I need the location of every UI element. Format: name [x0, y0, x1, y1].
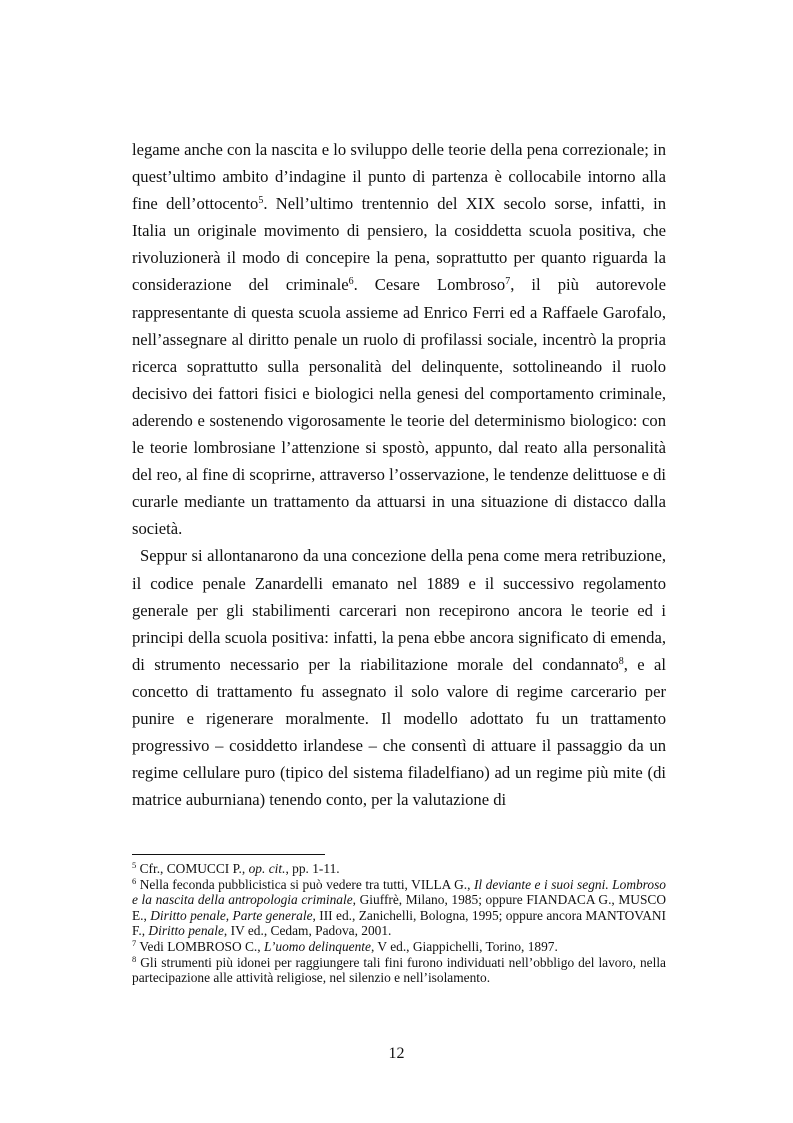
footnote-number: 5: [132, 860, 137, 870]
paragraph-1-text: legame anche con la nascita e lo sviluppo delle teorie della pena correzionale; in quest’ultimo ambito d’indagine il punto di partenza è collocabile intorno alla fine dell’ottocento: [132, 140, 666, 214]
footnote-text: , V ed., Giappichelli, Torino, 1897.: [370, 938, 558, 954]
footnote-text: Cfr., COMUCCI P.,: [136, 861, 249, 876]
page-number: 12: [388, 1045, 405, 1062]
footnote-citation-title: op. cit.: [248, 861, 286, 876]
footnote-citation-title: Il deviante e i suoi segni. Lombroso e la nascita della antropologia criminale: [132, 876, 666, 908]
footnote-number: 8: [132, 953, 137, 964]
paragraph-2-text: , e al concetto di trattamento fu assegnato il solo valore di regime carcerario per punire e rigenerare moralmente. Il modello adottato fu un trattamento progressivo – cosiddetto irlandese – che consentì di attuare il passaggio da un regime cellulare puro (tipico del sistema filadelfiano) ad un regime più mite (di matrice auburniana) tenendo conto, per la valutazione di: [132, 654, 666, 810]
footnote-8: [132, 955, 666, 986]
footnote-6: [132, 877, 666, 939]
footnote-citation-title: Diritto penale: [148, 923, 224, 939]
footnote-text: , III ed., Zanichelli, Bologna, 1995; oppure ancora MANTOVANI F.,: [132, 907, 666, 939]
footnote-text: , IV ed., Cedam, Padova, 2001.: [223, 923, 392, 939]
footnote-text: Gli strumenti più idonei per raggiungere tali fini furono individuati nell’obbligo del lavoro, nella partecipazione alle attività religiose, nel silenzio e nell’isolamento.: [132, 954, 666, 986]
footnote-text: Vedi LOMBROSO C.,: [136, 938, 264, 954]
footnote-7: [132, 939, 666, 955]
paragraph-1: [132, 136, 666, 542]
footnote-ref-6: 6: [348, 276, 354, 288]
paragraph-2-text: Seppur si allontanarono da una concezione della pena come mera retribuzione, il codice penale Zanardelli emanato nel 1889 e il successivo regolamento generale per gli stabilimenti carcerari non recepirono ancora le teorie ed i principi della scuola positiva: infatti, la pena ebbe ancora significato di emenda, di strumento necessario per la riabilitazione morale del condannato: [132, 546, 666, 674]
footnote-text: Nella feconda pubblicistica si può vedere tra tutti, VILLA G.,: [136, 876, 474, 892]
paragraph-1-text: . Cesare Lombroso: [353, 275, 506, 295]
footnote-ref-5: 5: [258, 195, 264, 207]
footnote-5: [132, 861, 666, 877]
footnotes: [132, 861, 666, 986]
footnote-ref-8: 8: [618, 655, 624, 667]
footnote-text: , pp. 1-11.: [285, 861, 340, 876]
paragraph-1-text: . Nell’ultimo trentennio del XIX secolo sorse, infatti, in Italia un originale movimento di pensiero, la cosiddetta scuola positiva, che rivoluzionerà il modo di concepire la pena, soprattutto per quanto riguarda la considerazione del criminale: [132, 194, 666, 295]
footnote-ref-7: 7: [505, 276, 511, 288]
footnote-text: , Giuffrè, Milano, 1985; oppure FIANDACA G., MUSCO E.,: [132, 892, 667, 923]
footnote-citation-title: L’uomo delinquente: [263, 938, 371, 954]
paragraph-1-text: , il più autorevole rappresentante di questa scuola assieme ad Enrico Ferri ed a Raffaele Garofalo, nell’assegnare al diritto penale un ruolo di profilassi sociale, incentrò la propria ricerca soprattutto sulla personalità del delinquente, sottolineando il ruolo decisivo dei fattori fisici e biologici nella genesi del comportamento criminale, aderendo e sostenendo vigorosamente le teorie del determinismo biologico: con le teorie lombrosiane l’attenzione si spostò, appunto, dal reato alla personalità del reo, al fine di scoprirne, attraverso l’osservazione, le tendenze delittuose e di curarle mediante un trattamento da attuarsi in una situazione di distacco dalla società.: [132, 275, 666, 539]
footnote-citation-title: Diritto penale, Parte generale: [150, 907, 313, 923]
body-text: [132, 136, 666, 813]
footnote-separator: [132, 854, 325, 855]
footnote-number: 7: [132, 937, 137, 948]
paragraph-2: [132, 542, 666, 813]
footnote-number: 6: [132, 875, 137, 886]
